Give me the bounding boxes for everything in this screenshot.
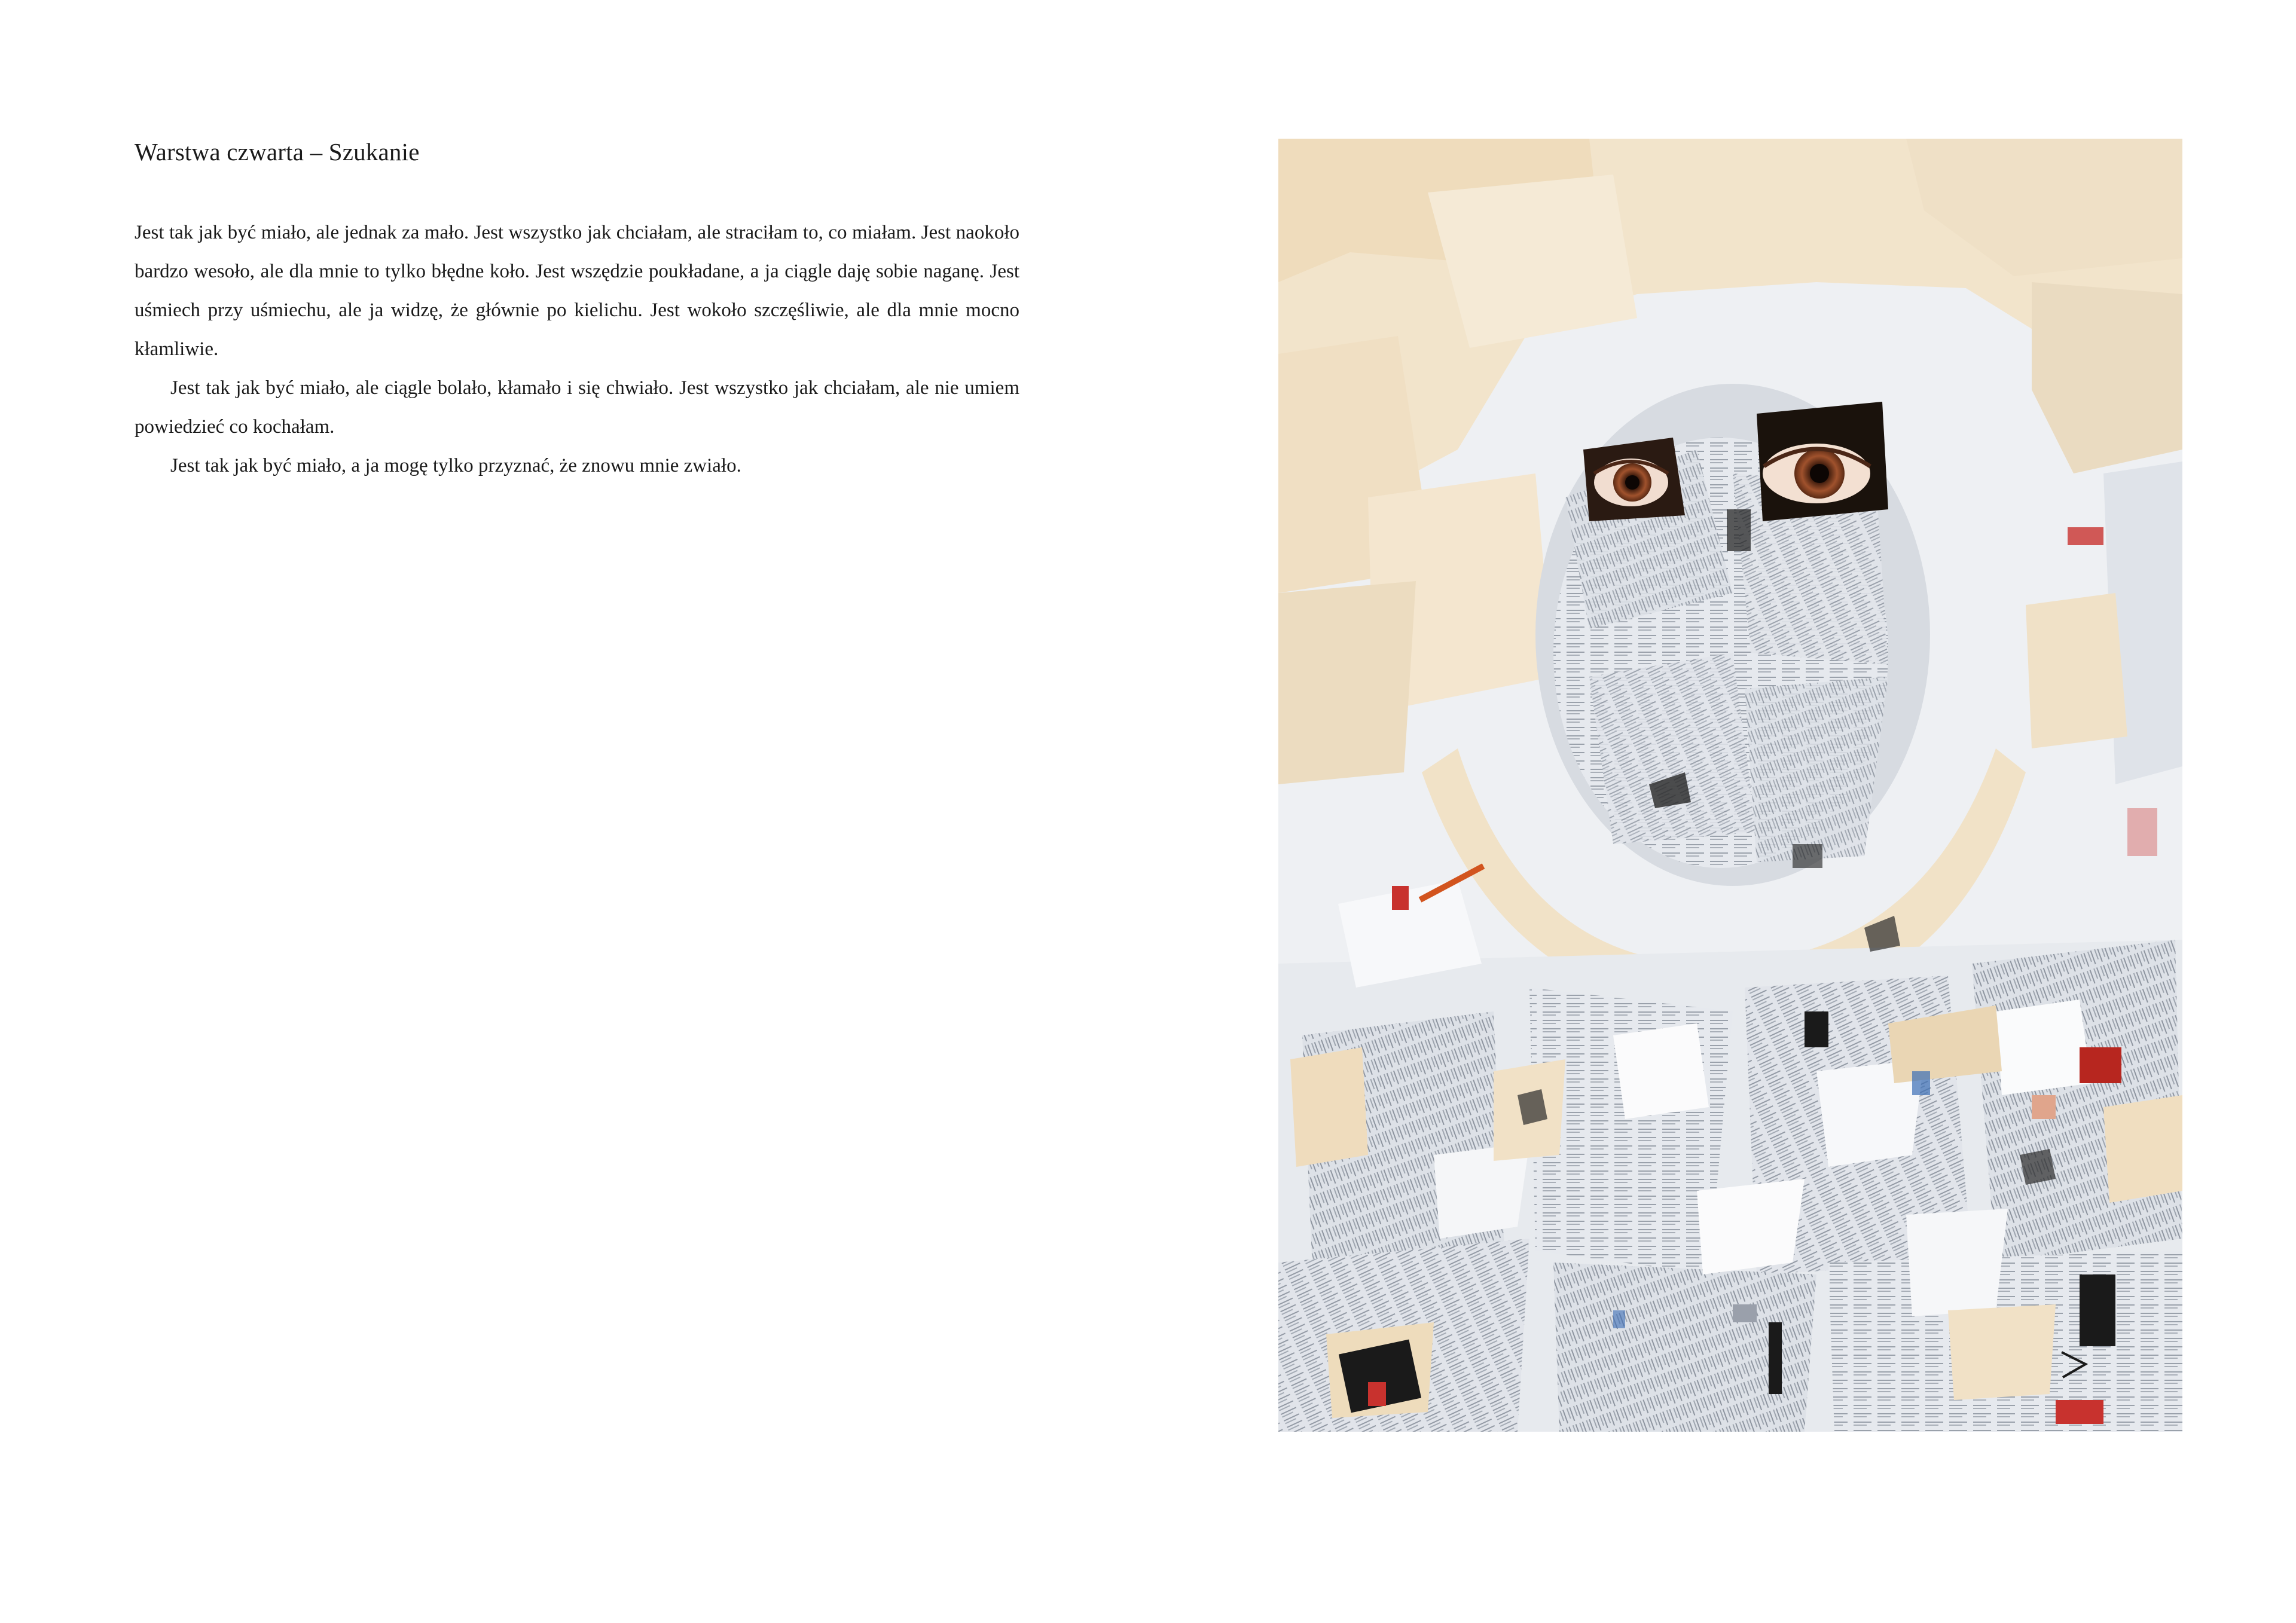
chapter-heading: Warstwa czwarta – Szukanie [135, 138, 420, 166]
poem-text [135, 213, 1019, 485]
paragraph-2: Jest tak jak być miało, ale ciągle bolało, kłamało i się chwiało. Jest wszystko jak chciałam, ale nie umiem powiedzieć co kochałam. [135, 377, 1019, 438]
paragraph-3: Jest tak jak być miało, a ja mogę tylko przyznać, że znowu mnie zwiało. [170, 455, 741, 477]
left-eye [1583, 438, 1685, 521]
collage-image [1278, 139, 2182, 1432]
paragraph-1: Jest tak jak być miało, ale jednak za mało. Jest wszystko jak chciałam, ale straciłam to, co miałam. Jest naokoło bardzo wesoło, ale dla mnie to tylko błędne koło. Jest wszędzie poukładane, a ja ciągle daję sobie naganę. Jest uśmiech przy uśmiechu, ale ja widzę, że głównie po kielichu. Jest wokoło szczęśliwie, ale dla mnie mocno kłamliwie. [135, 222, 1019, 360]
collage-artwork [1278, 139, 2182, 1432]
right-eye [1757, 402, 1888, 521]
left-page [135, 137, 1019, 485]
